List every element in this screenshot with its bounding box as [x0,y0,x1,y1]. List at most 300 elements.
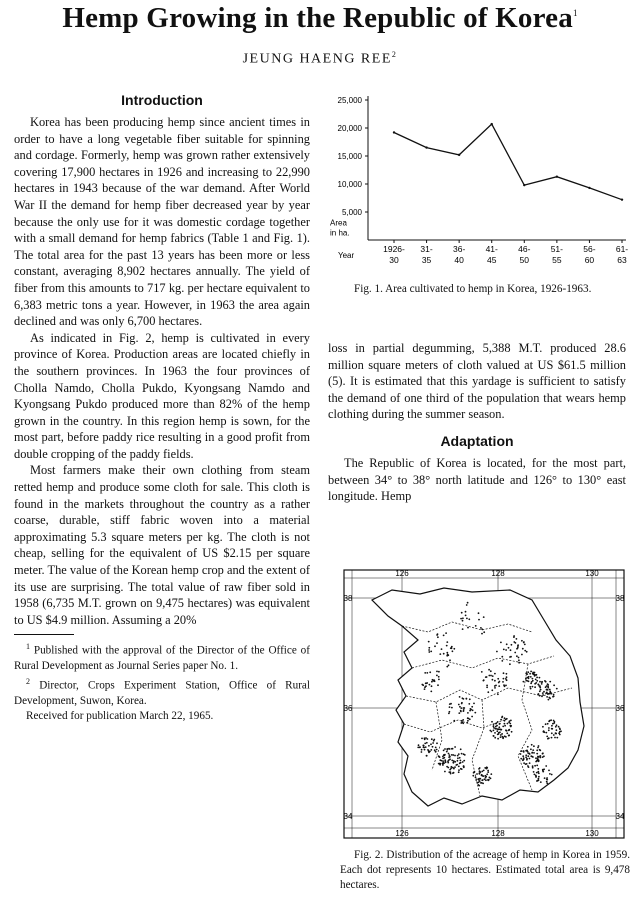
hemp-dot [502,681,504,683]
hemp-dot [490,773,492,775]
right-column [328,340,626,505]
hemp-dot [447,767,449,769]
hemp-dot [423,745,425,747]
hemp-dot [481,671,483,673]
hemp-dot [493,726,495,728]
hemp-dot [546,736,548,738]
x-tick-label: 50 [519,255,530,265]
hemp-dot [462,617,464,619]
hemp-dot [481,633,483,635]
hemp-dot [532,673,534,675]
hemp-dot [549,689,551,691]
hemp-dot [536,677,538,679]
hemp-dot [453,720,455,722]
hemp-dot [545,723,547,725]
title-text: Hemp Growing in the Republic of Korea [62,2,573,34]
hemp-dot [553,694,555,696]
hemp-dot [507,723,509,725]
hemp-dot [527,753,529,755]
hemp-dot [463,760,465,762]
hemp-dot [446,666,448,668]
hemp-dot [529,762,531,764]
hemp-dot [497,728,499,730]
intro-paragraph-2: As indicated in Fig. 2, hemp is cultivated in every province of Korea. Production areas are located chiefly in the southern provinces. In 1963 the four provinces of Cholla Namdo, Cholla Pukdo, Kyongsang Namdo and Kyongsang Pukdo produced more than 82% of the hemp grown in the country. In this region hemp is sown, for the most part, before paddy rice resulting in a good profit from double cropping of the paddy fields. [14,330,310,461]
hemp-dot [541,696,543,698]
hemp-dot [546,783,548,785]
hemp-dot [440,763,442,765]
hemp-dot [444,771,446,773]
hemp-dot [521,750,523,752]
hemp-dot [502,726,504,728]
hemp-dot [537,756,539,758]
hemp-dot [482,775,484,777]
hemp-dot [493,735,495,737]
hemp-dot [537,693,539,695]
hemp-dot [546,781,548,783]
hemp-dot [508,647,510,649]
hemp-dot [559,728,561,730]
hemp-dot [426,742,428,744]
hemp-dot [543,755,545,757]
hemp-dot [479,772,481,774]
hemp-dot [548,729,550,731]
hemp-dot [506,643,508,645]
hemp-dot [542,726,544,728]
hemp-dot [458,704,460,706]
hemp-dot [458,771,460,773]
hemp-dot [526,651,528,653]
data-point [491,123,493,125]
hemp-dot [532,765,534,767]
hemp-dot [436,675,438,677]
hemp-dot [488,675,490,677]
hemp-dot [457,755,459,757]
hemp-dot [505,729,507,731]
hemp-dot [424,743,426,745]
hemp-dot [478,768,480,770]
hemp-dot [494,680,496,682]
hemp-dot [457,760,459,762]
hemp-dot [488,669,490,671]
hemp-dot [523,681,525,683]
hemp-dot [505,685,507,687]
hemp-dot [444,748,446,750]
hemp-dot [417,747,419,749]
hemp-dot [497,693,499,695]
hemp-dot [517,644,519,646]
hemp-dot [481,771,483,773]
data-point [621,198,623,200]
hemp-dot [476,773,478,775]
hemp-dot [492,679,494,681]
hemp-dot [516,655,518,657]
hemp-dot [529,686,531,688]
hemp-dot [494,687,496,689]
hemp-dot [503,684,505,686]
hemp-dot [436,642,438,644]
hemp-dot [438,763,440,765]
hemp-dot [467,712,469,714]
hemp-dot [535,679,537,681]
lat-label-38-right: 38 [615,594,625,603]
hemp-dot [473,703,475,705]
hemp-dot [485,775,487,777]
hemp-dot [425,746,427,748]
hemp-dot [523,642,525,644]
hemp-dot [461,612,463,614]
hemp-dot [433,740,435,742]
hemp-dot [539,681,541,683]
hemp-dot [532,678,534,680]
hemp-dot [520,753,522,755]
hemp-dot [435,751,437,753]
hemp-dot [455,764,457,766]
hemp-dot [460,618,462,620]
hemp-dot [448,753,450,755]
hemp-dot [539,690,541,692]
hemp-dot [439,653,441,655]
hemp-dot [458,712,460,714]
hemp-dot [547,723,549,725]
adaptation-heading: Adaptation [440,432,514,449]
y-axis-label: Area [330,218,347,228]
lon-label-128-bottom: 128 [491,829,505,838]
hemp-dot [505,719,507,721]
hemp-dot [546,696,548,698]
hemp-dot [463,765,465,767]
hemp-dot [548,770,550,772]
footnote-2-text: Director, Crops Experiment Station, Office of Rural Development, Suwon, Korea. [14,679,310,707]
hemp-dot [506,676,508,678]
hemp-dot [531,744,533,746]
hemp-dot [438,679,440,681]
hemp-dot [483,631,485,633]
hemp-dot [487,691,489,693]
hemp-dot [530,671,532,673]
hemp-dot [463,707,465,709]
hemp-dot [450,647,452,649]
lon-label-128: 128 [491,569,505,578]
hemp-dot [445,632,447,634]
hemp-dot [463,753,465,755]
hemp-dot [521,640,523,642]
hemp-dot [532,686,534,688]
hemp-dot [484,778,486,780]
hemp-dot [503,649,505,651]
figure-2-caption: Fig. 2. Distribution of the acreage of hemp in Korea in 1959. Each dot represents 10 hectares. Estimated total area is 9,478 hectares. [340,849,630,891]
hemp-dot [442,758,444,760]
hemp-dot [526,673,528,675]
hemp-dot [560,730,562,732]
hemp-dot [536,753,538,755]
author-name: JEUNG HAENG REE [242,51,392,67]
hemp-dot [534,765,536,767]
hemp-dot [490,675,492,677]
footnote-1 [14,639,310,674]
hemp-dot [449,748,451,750]
hemp-dot [454,766,456,768]
hemp-dot [460,748,462,750]
hemp-dot [497,738,499,740]
hemp-dot [547,687,549,689]
hemp-dot [453,772,455,774]
hemp-dot [551,725,553,727]
hemp-dot [474,712,476,714]
hemp-dot [458,766,460,768]
hemp-dot [450,767,452,769]
hemp-dot [533,752,535,754]
hemp-dot [446,645,448,647]
hemp-dot [428,752,430,754]
figure-1-chart [322,90,632,280]
hemp-dot [501,660,503,662]
hemp-dot [556,724,558,726]
hemp-dot [478,612,480,614]
hemp-dot [536,772,538,774]
hemp-dot [545,732,547,734]
hemp-dot [522,648,524,650]
lon-label-130: 130 [585,569,599,578]
hemp-dot [536,749,538,751]
hemp-dot [555,733,557,735]
hemp-dot [536,680,538,682]
hemp-dot [494,732,496,734]
hemp-dot [436,749,438,751]
hemp-dot [424,672,426,674]
footnote-1-mark: 1 [26,642,30,652]
hemp-dot [449,754,451,756]
hemp-dot [491,721,493,723]
hemp-dot [459,757,461,759]
hemp-dot [428,649,430,651]
hemp-dot [451,646,453,648]
hemp-dot [446,652,448,654]
hemp-dot [543,731,545,733]
hemp-dot [525,677,527,679]
hemp-dot [432,746,434,748]
hemp-dot [537,768,539,770]
x-tick-label: 55 [552,255,562,265]
hemp-dot [526,759,528,761]
x-tick-label: 46- [518,244,531,254]
hemp-dot [471,706,473,708]
hemp-dot [548,693,550,695]
lat-label-34-right: 34 [615,812,625,821]
hemp-dot [552,696,554,698]
hemp-dot [498,685,500,687]
hemp-dot [436,742,438,744]
hemp-dot [511,731,513,733]
hemp-dot [437,684,439,686]
hemp-dot [546,689,548,691]
hemp-dot [435,747,437,749]
hemp-dot [530,748,532,750]
x-tick-label: 41- [485,244,498,254]
left-column [14,92,310,724]
hemp-dot [520,758,522,760]
hemp-dot [504,725,506,727]
hemp-dot [524,644,526,646]
hemp-dot [558,726,560,728]
hemp-dot [498,726,500,728]
hemp-dot [503,672,505,674]
hemp-dot [419,746,421,748]
hemp-dot [422,684,424,686]
hemp-dot [459,696,461,698]
footnote-2 [14,674,310,709]
hemp-dot [446,641,448,643]
hemp-dot [513,641,515,643]
hemp-dot [510,649,512,651]
hemp-dot [486,685,488,687]
hemp-dot [452,767,454,769]
hemp-dot [537,771,539,773]
hemp-dot [521,654,523,656]
y-tick-label: 20,000 [337,124,362,133]
data-point [523,184,525,186]
footnote-1-text: Published with the approval of the Director of the Office of Rural Development as Journal Series paper No. 1. [14,645,311,673]
hemp-dot [538,778,540,780]
hemp-dot [443,653,445,655]
hemp-dot [429,671,431,673]
hemp-dot [429,684,431,686]
hemp-dot [421,751,423,753]
hemp-dot [488,779,490,781]
y-tick-label: 10,000 [337,180,362,189]
hemp-dot [466,604,468,606]
hemp-dot [558,732,560,734]
hemp-dot [556,737,558,739]
hemp-dot [460,760,462,762]
hemp-dot [506,732,508,734]
adaptation-paragraph: The Republic of Korea is located, for the most part, between 34° to 38° north latitude and 126° to 130° east longitude. Hemp [328,455,626,504]
hemp-dot [538,772,540,774]
hemp-dot [535,682,537,684]
hemp-dot [546,685,548,687]
hemp-dot [462,761,464,763]
hemp-dot [542,694,544,696]
hemp-dot [499,723,501,725]
received-note: Received for publication March 22, 1965. [26,709,214,722]
lon-label-126-bottom: 126 [395,829,409,838]
hemp-dot [551,728,553,730]
data-point [393,131,395,133]
x-tick-label: 30 [389,255,399,265]
hemp-dot [526,750,528,752]
hemp-dot [544,777,546,779]
hemp-dot [453,648,455,650]
data-point [588,187,590,189]
lat-label-38: 38 [343,594,353,603]
hemp-dot [545,681,547,683]
korea-hemp-map [332,560,632,846]
hemp-dot [451,748,453,750]
hemp-dot [548,699,550,701]
hemp-dot [418,744,420,746]
hemp-dot [549,681,551,683]
author-line [0,50,640,68]
hemp-dot [430,749,432,751]
hemp-dot [541,681,543,683]
hemp-dot [518,662,520,664]
hemp-dot [554,721,556,723]
title-footnote-mark: 1 [572,8,578,18]
hemp-dot [443,754,445,756]
hemp-dot [516,648,518,650]
hemp-dot [534,686,536,688]
hemp-dot [424,749,426,751]
hemp-dot [426,672,428,674]
figure-2-map [332,560,632,846]
figure-1-svg [322,90,632,280]
hemp-dot [454,755,456,757]
hemp-dot [497,678,499,680]
hemp-dot [528,678,530,680]
hemp-dot [432,742,434,744]
hemp-dot [506,673,508,675]
hemp-dot [514,652,516,654]
hemp-dot [505,736,507,738]
hemp-dot [556,729,558,731]
hemp-dot [487,771,489,773]
hemp-dot [424,688,426,690]
hemp-dot [537,747,539,749]
hemp-dot [428,745,430,747]
hemp-dot [428,641,430,643]
hemp-dot [493,724,495,726]
hemp-dot [551,737,553,739]
x-tick-label: 31- [420,244,433,254]
hemp-dot [466,618,468,620]
hemp-dot [424,737,426,739]
hemp-dot [542,692,544,694]
hemp-dot [443,635,445,637]
hemp-dot [499,729,501,731]
data-point [556,176,558,178]
hemp-dot [494,685,496,687]
hemp-dot [449,659,451,661]
hemp-dot [540,689,542,691]
hemp-dot [530,676,532,678]
hemp-dot [529,673,531,675]
x-tick-label: 61- [615,244,629,254]
data-point [425,146,427,148]
hemp-dot [523,751,525,753]
hemp-dot [545,765,547,767]
hemp-dot [538,684,540,686]
hemp-dot [478,781,480,783]
hemp-dot [549,773,551,775]
x-tick-label: 40 [454,255,464,265]
hemp-dot [490,778,492,780]
hemp-dot [527,755,529,757]
hemp-dot [528,676,530,678]
hemp-dot [449,706,451,708]
hemp-dot [539,750,541,752]
hemp-dot [490,670,492,672]
hemp-dot [425,685,427,687]
intro-paragraph-3: Most farmers make their own clothing from steam retted hemp and produce some cloth for sale. This cloth is found in the markets throughout the country as a rather coarse, durable, stiff fabric woven into a material approximating 5.3 square meters per kg. The cloth is not cheap, selling for the equivalent of US $2.15 per square meter. The value of the Korean hemp crop and the extent of its use are surprising. The total value of raw fiber sold in 1958 (6,735 M.T. grown on 9,475 hectares) was equivalent to US $4.9 million. Assuming a 20% [14,463,310,627]
hemp-dot [509,723,511,725]
hemp-dot [442,760,444,762]
hemp-dot [460,710,462,712]
hemp-dot [434,645,436,647]
hemp-dot [450,773,452,775]
hemp-dot [454,761,456,763]
hemp-dot [430,691,432,693]
hemp-dot [486,767,488,769]
hemp-dot [491,731,493,733]
